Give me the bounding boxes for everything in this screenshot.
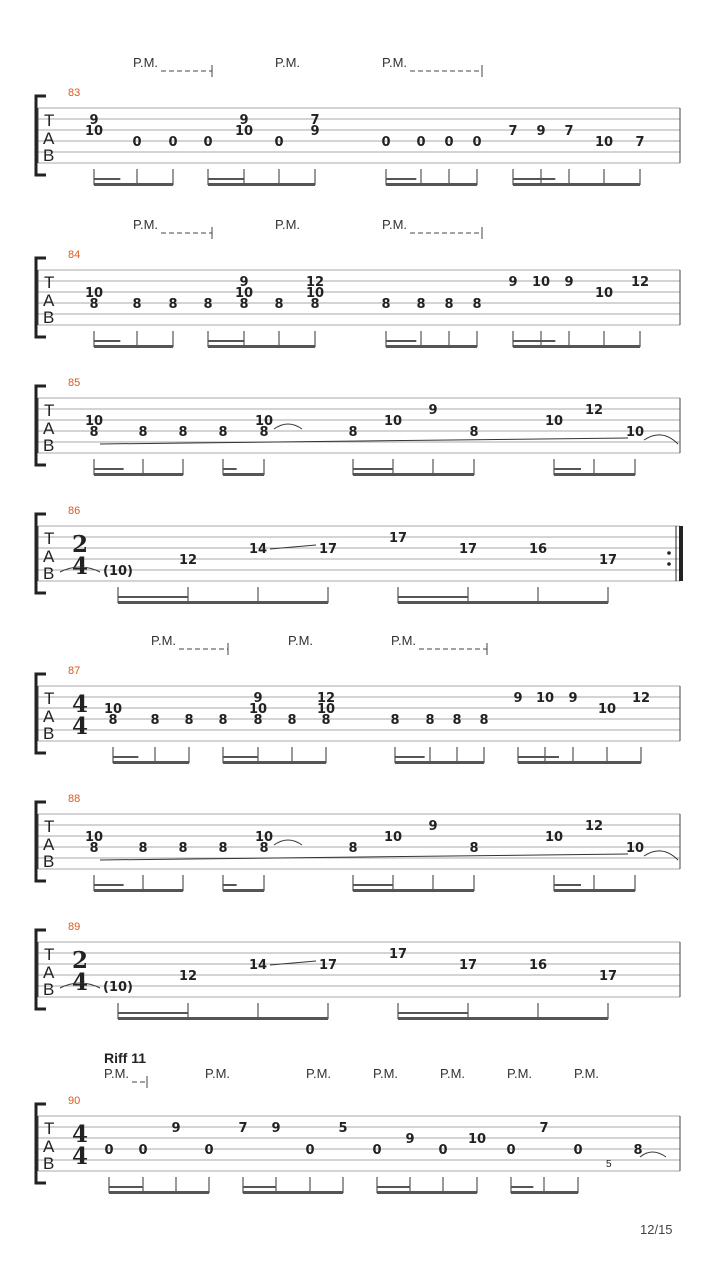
beam (398, 1017, 608, 1020)
fret-number: 17 (388, 947, 408, 962)
fret-number: 10 (84, 414, 104, 429)
palm-mute-label: P.M. (275, 55, 301, 70)
fret-number: 9 (271, 1121, 281, 1136)
fret-number: 0 (573, 1143, 583, 1158)
beam-secondary (118, 1012, 188, 1014)
beam (223, 889, 264, 892)
beam (395, 761, 484, 764)
fret-number: 0 (168, 135, 178, 150)
beam (554, 473, 635, 476)
palm-mute-label: P.M. (440, 1066, 466, 1081)
palm-mute-label: P.M. (391, 633, 417, 648)
fret-number: 9 (536, 124, 546, 139)
fret-number: 8 (348, 841, 358, 856)
beam-secondary (94, 468, 124, 470)
tie-arc (640, 1152, 666, 1157)
fret-number: 0 (104, 1143, 114, 1158)
palm-mute-label: P.M. (306, 1066, 332, 1081)
fret-number: 8 (89, 297, 99, 312)
fret-number: 17 (318, 958, 338, 973)
beam (118, 1017, 328, 1020)
palm-mute-label: P.M. (373, 1066, 399, 1081)
fret-number: 17 (458, 542, 478, 557)
fret-number: 17 (598, 553, 618, 568)
fret-number: 8 (253, 713, 263, 728)
fret-number: 10 (248, 702, 268, 717)
fret-number: 9 (513, 691, 523, 706)
fret-number: 10 (625, 841, 645, 856)
fret-number: (10) (103, 980, 133, 995)
beam-secondary (208, 340, 244, 342)
tab-clef-b: B (43, 1154, 55, 1173)
tab-clef-a: A (43, 835, 55, 854)
measure-number: 89 (68, 921, 81, 933)
fret-number: 8 (479, 713, 489, 728)
fret-number: 8 (108, 713, 118, 728)
tab-clef-t: T (44, 401, 55, 420)
fret-number: 8 (218, 713, 228, 728)
fret-number: 10 (383, 414, 403, 429)
tab-clef-t: T (44, 817, 55, 836)
fret-number: 10 (597, 702, 617, 717)
fret-number: 17 (598, 969, 618, 984)
fret-number: 8 (348, 425, 358, 440)
fret-number: 8 (89, 425, 99, 440)
beam (223, 761, 326, 764)
palm-mute-label: P.M. (382, 217, 408, 232)
fret-number: 0 (416, 135, 426, 150)
fret-number: 10 (234, 124, 254, 139)
beam (386, 345, 477, 348)
fret-number: 10 (84, 124, 104, 139)
palm-mute-label: P.M. (275, 217, 301, 232)
beam (208, 345, 315, 348)
tab-clef-t: T (44, 111, 55, 130)
fret-number: 8 (178, 841, 188, 856)
palm-mute-label: P.M. (288, 633, 314, 648)
beam (118, 601, 328, 604)
tab-clef-b: B (43, 724, 55, 743)
fret-number: 8 (416, 297, 426, 312)
tab-clef-t: T (44, 689, 55, 708)
barline-thick (679, 526, 683, 581)
beam-secondary (223, 756, 257, 758)
fret-number: 8 (239, 297, 249, 312)
fret-number: 8 (310, 297, 320, 312)
fret-number: 9 (253, 691, 263, 706)
beam (518, 761, 641, 764)
tie-arc (274, 424, 302, 429)
fret-number: 10 (254, 414, 274, 429)
fret-number: 7 (310, 113, 320, 128)
page-number: 12/15 (640, 1222, 673, 1237)
beam-secondary (118, 596, 188, 598)
section-label: Riff 11 (104, 1050, 147, 1066)
tuplet-number: 5 (606, 1159, 612, 1170)
beam (243, 1191, 343, 1194)
fret-number: 12 (305, 275, 325, 290)
beam (223, 473, 264, 476)
palm-mute-label: P.M. (382, 55, 408, 70)
tab-clef-t: T (44, 1119, 55, 1138)
beam-secondary (554, 884, 581, 886)
beam-secondary (243, 1186, 276, 1188)
fret-number: 9 (428, 819, 438, 834)
fret-number: 0 (438, 1143, 448, 1158)
beam-secondary (386, 340, 416, 342)
beam-secondary (109, 1186, 142, 1188)
fret-number: 10 (383, 830, 403, 845)
beam (513, 183, 640, 186)
measure-number: 85 (68, 377, 81, 389)
tab-clef-b: B (43, 146, 55, 165)
fret-number: 10 (305, 286, 325, 301)
tab-clef-a: A (43, 547, 55, 566)
fret-number: 10 (535, 691, 555, 706)
fret-number: 10 (316, 702, 336, 717)
fret-number: 8 (381, 297, 391, 312)
fret-number: 7 (564, 124, 574, 139)
beam (386, 183, 477, 186)
fret-number: 9 (310, 124, 320, 139)
beam-secondary (94, 884, 124, 886)
palm-mute-label: P.M. (205, 1066, 231, 1081)
fret-number: 10 (103, 702, 123, 717)
fret-number: 10 (544, 414, 564, 429)
beam-secondary (513, 340, 555, 342)
measure-number: 87 (68, 665, 81, 677)
fret-number: 17 (458, 958, 478, 973)
fret-number: 9 (564, 275, 574, 290)
beam-secondary (113, 756, 138, 758)
beam-secondary (386, 178, 416, 180)
fret-number: 10 (544, 830, 564, 845)
beam-secondary (511, 1186, 533, 1188)
time-signature-top: 2 (72, 531, 89, 558)
fret-number: 12 (630, 275, 650, 290)
fret-number: 7 (635, 135, 645, 150)
fret-number: 8 (469, 841, 479, 856)
fret-number: 8 (218, 841, 228, 856)
fret-number: 7 (238, 1121, 248, 1136)
palm-mute-label: P.M. (574, 1066, 600, 1081)
fret-number: 12 (631, 691, 651, 706)
fret-number: 10 (531, 275, 551, 290)
tab-clef-t: T (44, 529, 55, 548)
time-signature-top: 4 (72, 1121, 89, 1148)
fret-number: 9 (428, 403, 438, 418)
repeat-dot (667, 551, 671, 555)
fret-number: 8 (390, 713, 400, 728)
palm-mute-label: P.M. (133, 217, 159, 232)
beam-secondary (398, 596, 468, 598)
fret-number: 9 (405, 1132, 415, 1147)
fret-number: 10 (594, 135, 614, 150)
tie-arc (644, 435, 678, 444)
fret-number: 8 (138, 425, 148, 440)
fret-number: 0 (444, 135, 454, 150)
palm-mute-label: P.M. (104, 1066, 130, 1081)
fret-number: 9 (89, 113, 99, 128)
beam-secondary (398, 1012, 468, 1014)
beam (353, 473, 474, 476)
fret-number: 10 (84, 830, 104, 845)
tab-clef-a: A (43, 707, 55, 726)
fret-number: 9 (568, 691, 578, 706)
beam (353, 889, 474, 892)
fret-number: 14 (248, 542, 268, 557)
fret-number: 0 (203, 135, 213, 150)
fret-number: 12 (178, 553, 198, 568)
tab-clef-a: A (43, 419, 55, 438)
fret-number: 0 (274, 135, 284, 150)
fret-number: 8 (184, 713, 194, 728)
tie-arc (274, 840, 302, 845)
fret-number: 7 (508, 124, 518, 139)
fret-number: 0 (305, 1143, 315, 1158)
fret-number: 8 (287, 713, 297, 728)
fret-number: 8 (321, 713, 331, 728)
fret-number: 10 (84, 286, 104, 301)
palm-mute-label: P.M. (151, 633, 177, 648)
tab-clef-a: A (43, 1137, 55, 1156)
beam (94, 345, 173, 348)
beam-secondary (377, 1186, 410, 1188)
fret-number: 8 (168, 297, 178, 312)
repeat-dot (667, 562, 671, 566)
beam-secondary (94, 340, 120, 342)
fret-number: 0 (506, 1143, 516, 1158)
beam (109, 1191, 209, 1194)
fret-number: 0 (204, 1143, 214, 1158)
beam (554, 889, 635, 892)
fret-number: 17 (318, 542, 338, 557)
fret-number: 10 (625, 425, 645, 440)
beam (513, 345, 640, 348)
beam (94, 473, 183, 476)
fret-number: 9 (239, 275, 249, 290)
fret-number: 10 (594, 286, 614, 301)
fret-number: 8 (444, 297, 454, 312)
palm-mute-label: P.M. (507, 1066, 533, 1081)
measure-number: 84 (68, 249, 81, 261)
tab-clef-b: B (43, 980, 55, 999)
fret-number: 8 (274, 297, 284, 312)
fret-number: 8 (89, 841, 99, 856)
palm-mute-label: P.M. (133, 55, 159, 70)
beam (377, 1191, 477, 1194)
fret-number: 8 (259, 841, 269, 856)
beam-secondary (554, 468, 581, 470)
tab-clef-a: A (43, 291, 55, 310)
fret-number: 14 (248, 958, 268, 973)
fret-number: 9 (171, 1121, 181, 1136)
time-signature-bottom: 4 (72, 969, 89, 996)
beam-secondary (518, 756, 559, 758)
beam (94, 889, 183, 892)
fret-number: (10) (103, 564, 133, 579)
fret-number: 8 (132, 297, 142, 312)
measure-number: 83 (68, 87, 81, 99)
beam (94, 183, 173, 186)
tab-clef-b: B (43, 436, 55, 455)
fret-number: 8 (633, 1143, 643, 1158)
fret-number: 9 (239, 113, 249, 128)
beam-secondary (353, 884, 393, 886)
beam-secondary (223, 468, 237, 470)
tab-clef-b: B (43, 564, 55, 583)
time-signature-top: 2 (72, 947, 89, 974)
fret-number: 8 (218, 425, 228, 440)
fret-number: 10 (467, 1132, 487, 1147)
beam-secondary (223, 884, 237, 886)
beam (398, 601, 608, 604)
tie-arc (644, 851, 678, 860)
tab-clef-t: T (44, 945, 55, 964)
fret-number: 7 (539, 1121, 549, 1136)
beam (511, 1191, 578, 1194)
tab-clef-b: B (43, 308, 55, 327)
fret-number: 17 (388, 531, 408, 546)
fret-number: 8 (472, 297, 482, 312)
tab-clef-a: A (43, 129, 55, 148)
tab-clef-a: A (43, 963, 55, 982)
tab-clef-t: T (44, 273, 55, 292)
tab-clef-b: B (43, 852, 55, 871)
fret-number: 12 (178, 969, 198, 984)
fret-number: 5 (338, 1121, 348, 1136)
fret-number: 12 (584, 403, 604, 418)
fret-number: 8 (138, 841, 148, 856)
beam-secondary (94, 178, 120, 180)
fret-number: 0 (132, 135, 142, 150)
measure-number: 88 (68, 793, 81, 805)
fret-number: 8 (469, 425, 479, 440)
fret-number: 12 (316, 691, 336, 706)
fret-number: 8 (150, 713, 160, 728)
fret-number: 16 (528, 542, 548, 557)
time-signature-bottom: 4 (72, 553, 89, 580)
fret-number: 10 (234, 286, 254, 301)
fret-number: 9 (508, 275, 518, 290)
fret-number: 16 (528, 958, 548, 973)
beam (208, 183, 315, 186)
beam-secondary (208, 178, 244, 180)
fret-number: 8 (203, 297, 213, 312)
beam-secondary (395, 756, 425, 758)
measure-number: 90 (68, 1095, 81, 1107)
measure-number: 86 (68, 505, 81, 517)
beam (113, 761, 189, 764)
fret-number: 10 (254, 830, 274, 845)
fret-number: 12 (584, 819, 604, 834)
fret-number: 8 (425, 713, 435, 728)
fret-number: 8 (452, 713, 462, 728)
fret-number: 8 (259, 425, 269, 440)
time-signature-bottom: 4 (72, 1143, 89, 1170)
time-signature-bottom: 4 (72, 713, 89, 740)
fret-number: 0 (472, 135, 482, 150)
fret-number: 0 (138, 1143, 148, 1158)
beam-secondary (353, 468, 393, 470)
fret-number: 0 (372, 1143, 382, 1158)
beam-secondary (513, 178, 555, 180)
fret-number: 0 (381, 135, 391, 150)
fret-number: 8 (178, 425, 188, 440)
time-signature-top: 4 (72, 691, 89, 718)
